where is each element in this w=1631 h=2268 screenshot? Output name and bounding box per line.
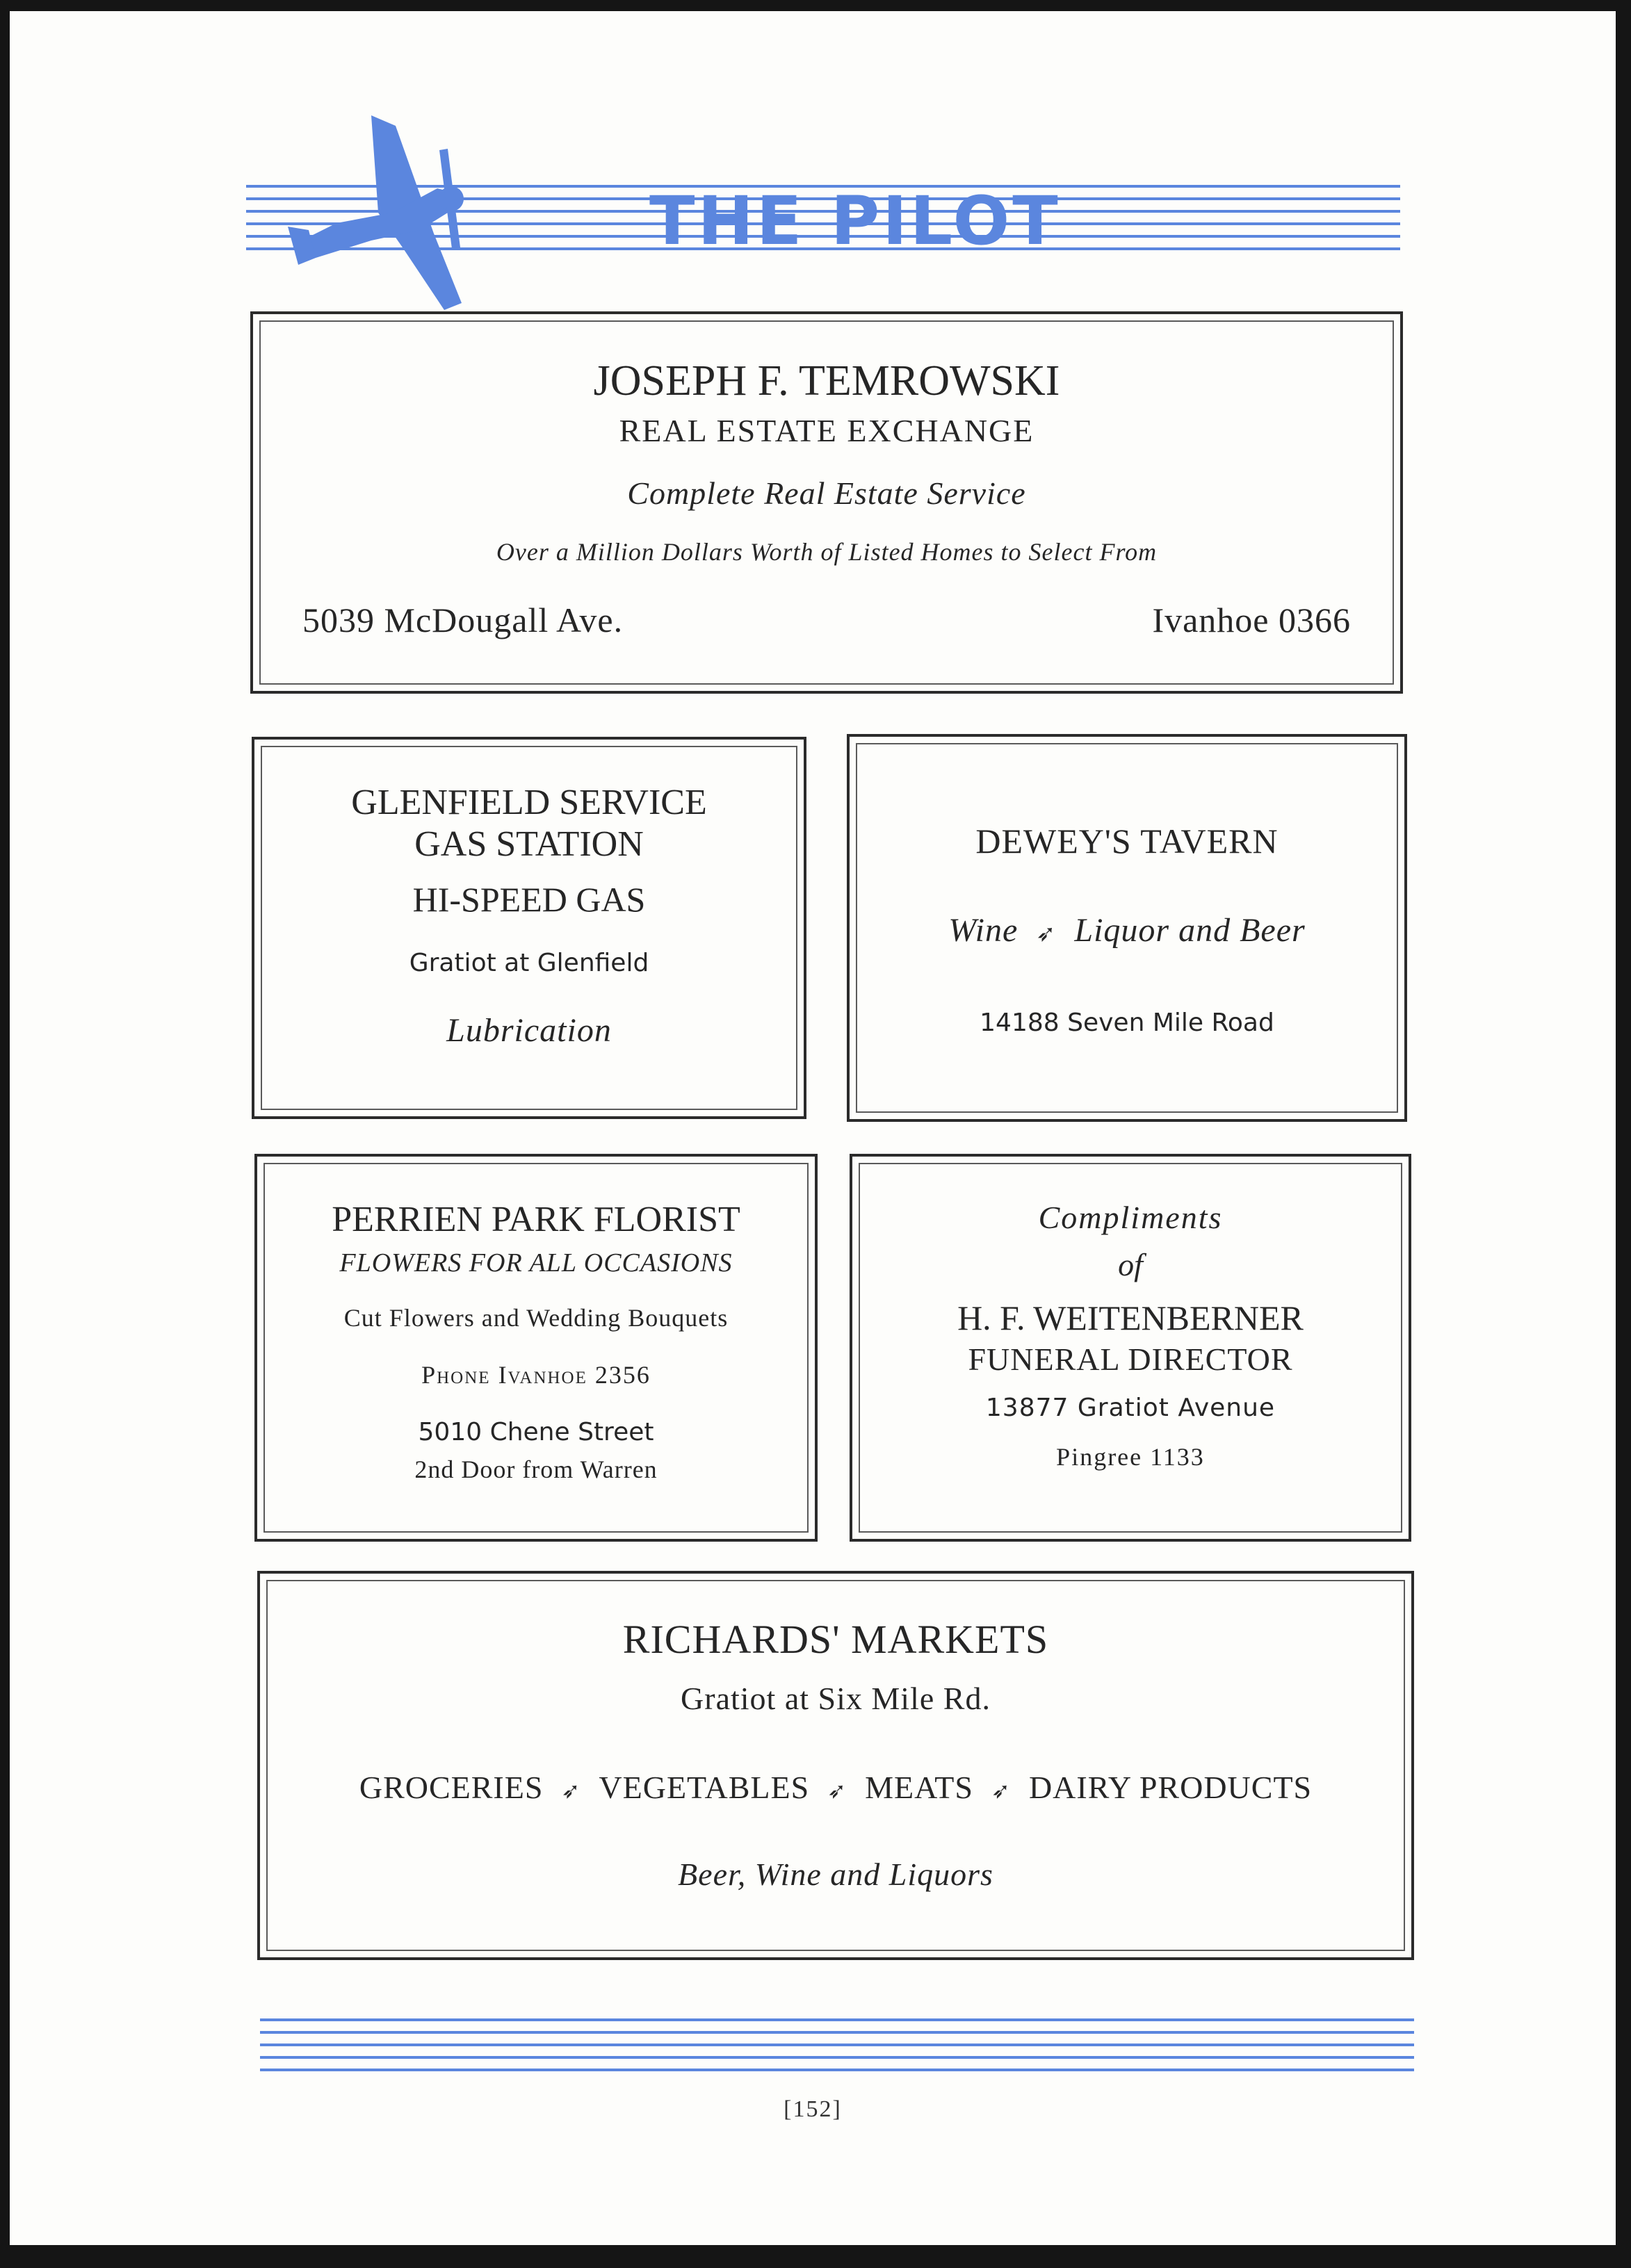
ad-perrien-products: Cut Flowers and Wedding Bouquets (343, 1304, 729, 1332)
ad-deweys-address: 14188 Seven Mile Road (980, 1009, 1274, 1037)
separator-icon: ➶ (1036, 921, 1057, 947)
ad-perrien-directions: 2nd Door from Warren (414, 1455, 658, 1483)
ad-richards-location: Gratiot at Six Mile Rd. (681, 1681, 991, 1716)
ad-richards (257, 1571, 1414, 1960)
ad-temrowski (250, 311, 1403, 694)
ad-deweys (847, 734, 1407, 1122)
ad-temrowski-address: 5039 McDougall Ave. (302, 601, 624, 639)
ad-temrowski-offer: Over a Million Dollars Worth of Listed Homes to Select From (496, 538, 1158, 566)
masthead-title: THE PILOT (649, 182, 1061, 260)
ad-glenfield-location: Gratiot at Glenfield (409, 949, 649, 977)
ad-weitenberner-title: FUNERAL DIRECTOR (968, 1341, 1293, 1377)
ad-temrowski-business: REAL ESTATE EXCHANGE (619, 413, 1034, 448)
footer-rules (260, 2013, 1414, 2082)
ad-perrien-slogan: FLOWERS FOR ALL OCCASIONS (339, 1248, 733, 1278)
ad-glenfield (252, 737, 806, 1119)
ad-weitenberner-name: H. F. WEITENBERNER (957, 1298, 1304, 1337)
ad-perrien-name: PERRIEN PARK FLORIST (332, 1200, 740, 1239)
ad-richards-name: RICHARDS' MARKETS (622, 1617, 1049, 1662)
airplane-icon (274, 108, 524, 317)
ad-temrowski-phone: Ivanhoe 0366 (1152, 601, 1351, 639)
separator-icon: ➶ (827, 1778, 847, 1803)
ad-perrien-address: 5010 Chene Street (418, 1418, 654, 1446)
ad-weitenberner-address: 13877 Gratiot Avenue (985, 1394, 1276, 1422)
ad-glenfield-service: Lubrication (446, 1012, 612, 1049)
ad-deweys-name: DEWEY'S TAVERN (975, 822, 1279, 860)
page-number: [152] (784, 2096, 842, 2122)
ad-weitenberner-compliments: Compliments (1038, 1200, 1223, 1235)
separator-icon: ➶ (991, 1778, 1011, 1803)
page (10, 11, 1616, 2245)
ad-glenfield-name-line2: GAS STATION (414, 824, 644, 864)
ad-richards-products (268, 1769, 1404, 1806)
ad-weitenberner-phone: Pingree 1133 (1056, 1443, 1205, 1471)
ad-glenfield-product: HI-SPEED GAS (412, 880, 646, 919)
ad-richards-drinks: Beer, Wine and Liquors (678, 1857, 993, 1892)
ad-temrowski-name: JOSEPH F. TEMROWSKI (593, 357, 1060, 405)
ad-temrowski-tagline: Complete Real Estate Service (627, 475, 1026, 511)
separator-icon: ➶ (561, 1778, 581, 1803)
masthead (246, 108, 1414, 317)
ad-richards-product: VEGETABLES (599, 1770, 810, 1805)
ad-richards-product: DAIRY PRODUCTS (1028, 1770, 1313, 1805)
ad-richards-product: MEATS (865, 1770, 973, 1805)
ad-weitenberner-of: of (1118, 1247, 1143, 1282)
ad-glenfield-name-line1: GLENFIELD SERVICE (351, 783, 707, 822)
ad-weitenberner (850, 1154, 1411, 1542)
ad-perrien-phone: Phone Ivanhoe 2356 (421, 1361, 651, 1389)
ad-deweys-products-part1: Wine (948, 912, 1019, 949)
ad-deweys-products (857, 911, 1397, 949)
ad-deweys-products-part2: Liquor and Beer (1074, 912, 1306, 949)
ad-richards-product: GROCERIES (359, 1770, 544, 1805)
ad-perrien (254, 1154, 818, 1542)
